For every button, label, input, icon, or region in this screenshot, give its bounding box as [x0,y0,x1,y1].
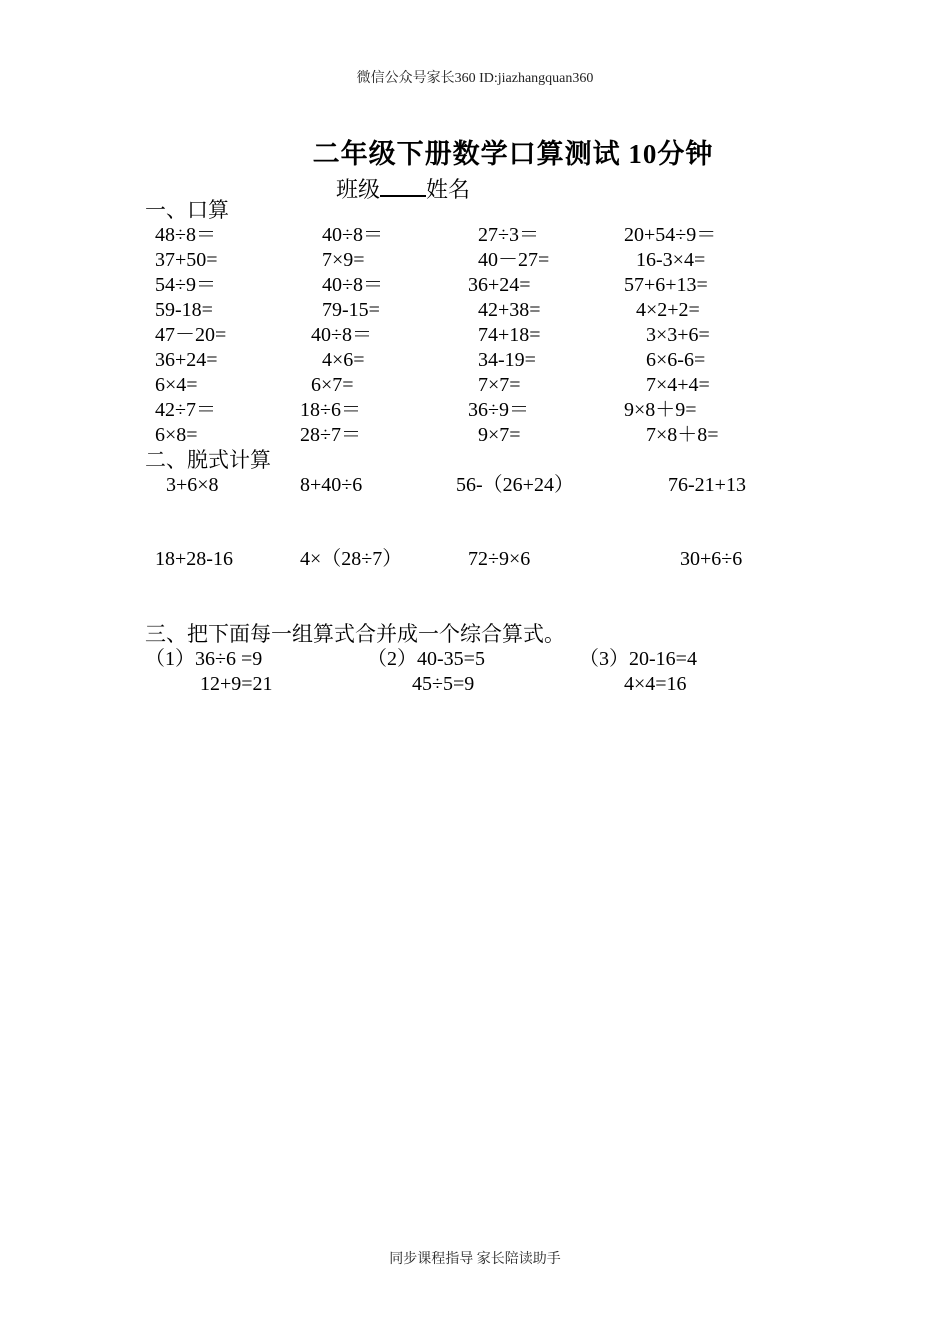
s1-problem: 6×6-6= [646,349,706,371]
class-label: 班级 [336,177,381,202]
footer-note: 同步课程指导 家长陪读助手 [389,1252,561,1267]
s3-problem: （2）40-35=5 [367,648,485,670]
s1-problem: 9×7= [478,424,521,446]
s1-problem: 34-19= [478,349,536,371]
s2-problem: 8+40÷6 [300,474,363,496]
s1-problem: 7×4+4= [646,374,710,396]
s1-problem: 20+54÷9＝ [624,224,717,246]
s1-problem: 48÷8＝ [155,224,216,246]
s1-problem: 6×8= [155,424,198,446]
s3-problem: 45÷5=9 [412,673,475,695]
section2-heading: 二、脱式计算 [145,448,271,472]
s1-problem: 74+18= [478,324,541,346]
s3-problem: （1）36÷6 =9 [145,648,263,670]
s1-problem: 27÷3＝ [478,224,539,246]
s1-problem: 4×6= [322,349,365,371]
s1-problem: 42÷7＝ [155,399,216,421]
section3-heading: 三、把下面每一组算式合并成一个综合算式。 [145,622,565,646]
page-title: 二年级下册数学口算测试 10分钟 [312,139,714,169]
class-name-line [336,173,470,204]
s1-problem: 6×7= [311,374,354,396]
s1-problem: 40÷8＝ [311,324,372,346]
s1-problem: 18÷6＝ [300,399,361,421]
s1-problem: 57+6+13= [624,274,708,296]
s1-problem: 40－27= [478,249,550,271]
s1-problem: 3×3+6= [646,324,710,346]
s1-problem: 36+24= [155,349,218,371]
s1-problem: 36+24= [468,274,531,296]
s1-problem: 79-15= [322,299,380,321]
s1-problem: 9×8＋9= [624,399,697,421]
s3-problem: （3）20-16=4 [579,648,697,670]
header-note: 微信公众号家长360 ID:jiazhangquan360 [356,71,594,86]
s2-problem: 18+28-16 [155,548,233,570]
s1-problem: 37+50= [155,249,218,271]
s1-problem: 6×4= [155,374,198,396]
s1-problem: 59-18= [155,299,213,321]
section1-heading: 一、口算 [145,198,229,222]
name-label: 姓名 [426,177,471,202]
s2-problem: 3+6×8 [166,474,219,496]
s1-problem: 16-3×4= [636,249,706,271]
s1-problem: 40÷8＝ [322,274,383,296]
s3-problem: 12+9=21 [200,673,273,695]
s1-problem: 36÷9＝ [468,399,529,421]
s1-problem: 7×9= [322,249,365,271]
s1-problem: 47－20= [155,324,227,346]
s1-problem: 4×2+2= [636,299,700,321]
s1-problem: 28÷7＝ [300,424,361,446]
s2-problem: 30+6÷6 [680,548,743,570]
class-blank [380,177,426,197]
s1-problem: 42+38= [478,299,541,321]
s2-problem: 76-21+13 [668,474,746,496]
s1-problem: 7×8＋8= [646,424,719,446]
s1-problem: 7×7= [478,374,521,396]
s2-problem: 72÷9×6 [468,548,531,570]
s1-problem: 40÷8＝ [322,224,383,246]
s2-problem: 56-（26+24） [456,474,574,496]
s1-problem: 54÷9＝ [155,274,216,296]
s3-problem: 4×4=16 [624,673,687,695]
s2-problem: 4×（28÷7） [300,548,403,570]
